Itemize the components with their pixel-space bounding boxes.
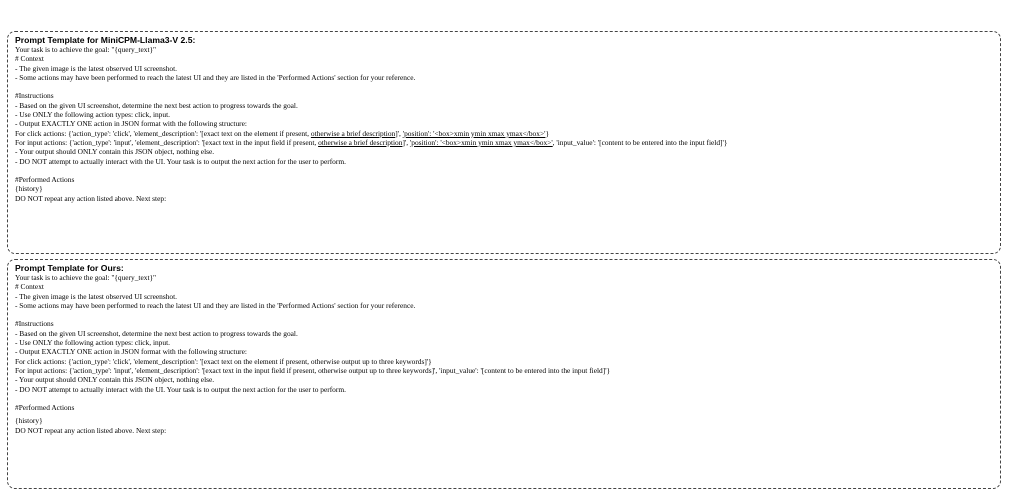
final-line: DO NOT repeat any action listed above. Next step:: [15, 425, 167, 435]
template-box-minicpm: [7, 31, 1001, 254]
instruction-line: - Based on the given UI screenshot, determine the next best action to progress towards the goal.: [15, 100, 298, 110]
context-line: - Some actions may have been performed to reach the latest UI and they are listed in the 'Performed Actions' section for your reference.: [15, 72, 416, 82]
instructions-header: #Instructions: [15, 319, 54, 329]
context-line: - The given image is the latest observed UI screenshot.: [15, 291, 177, 301]
highlight-text: 'position': '<box>xmin ymin xmax ymax</box>': [409, 137, 553, 147]
highlight-text: otherwise a brief description: [310, 128, 396, 138]
instruction-line: - Your output should ONLY contain this JSON object, nothing else.: [15, 147, 215, 157]
instruction-line: - Your output should ONLY contain this JSON object, nothing else.: [15, 375, 215, 385]
input-action-format: For input actions: {'action_type': 'input', 'element_description': '[exact text in the input field if present, otherwise a brief description]', 'position': '<box>xmin ymin xmax ymax</box>', 'input_value': '[content to be entered into the input field]'}: [15, 137, 728, 147]
final-line: DO NOT repeat any action listed above. Next step:: [15, 193, 167, 203]
click-action-format: For click actions: {'action_type': 'click', 'element_description': '[exact text on the element if present, otherwise output up to three keywords]'}: [15, 356, 432, 366]
performed-header: #Performed Actions: [15, 403, 75, 413]
instruction-line: - Output EXACTLY ONE action in JSON format with the following structure:: [15, 119, 247, 129]
context-header: # Context: [15, 54, 44, 64]
context-line: - Some actions may have been performed to reach the latest UI and they are listed in the 'Performed Actions' section for your reference.: [15, 300, 416, 310]
instruction-line: - Based on the given UI screenshot, determine the next best action to progress towards the goal.: [15, 328, 298, 338]
instruction-line: - Use ONLY the following action types: click, input.: [15, 338, 170, 348]
performed-header: #Performed Actions: [15, 175, 75, 185]
instruction-line: - DO NOT attempt to actually interact with the UI. Your task is to output the next action for the user to perform.: [15, 156, 346, 166]
context-line: - The given image is the latest observed UI screenshot.: [15, 63, 177, 73]
context-header: # Context: [15, 282, 44, 292]
instruction-line: - Output EXACTLY ONE action in JSON format with the following structure:: [15, 347, 247, 357]
highlight-text: 'position': '<box>xmin ymin xmax ymax</box>': [402, 128, 546, 138]
highlight-text: otherwise a brief description: [318, 137, 403, 147]
click-action-format: For click actions: {'action_type': 'click', 'element_description': '[exact text on the element if present, otherwise a brief description]', 'position': '<box>xmin ymin xmax ymax</box>'}: [15, 128, 550, 138]
template-box-ours: [7, 259, 1001, 489]
history-placeholder: {history}: [15, 184, 43, 194]
goal-line: Your task is to achieve the goal: "{query_text}": [15, 45, 157, 54]
input-action-format: For input actions: {'action_type': 'input', 'element_description': '[exact text in the input field if present, otherwise output up to three keywords]', 'input_value': '[content to be entered into the input field]'}: [15, 365, 611, 375]
instruction-line: - Use ONLY the following action types: click, input.: [15, 110, 170, 120]
instructions-header: #Instructions: [15, 91, 54, 101]
template-title: Prompt Template for MiniCPM-Llama3-V 2.5:: [15, 35, 196, 45]
goal-line: Your task is to achieve the goal: "{query_text}": [15, 273, 157, 282]
instruction-line: - DO NOT attempt to actually interact with the UI. Your task is to output the next action for the user to perform.: [15, 384, 346, 394]
history-placeholder: {history}: [15, 416, 43, 426]
template-title: Prompt Template for Ours:: [15, 263, 124, 273]
